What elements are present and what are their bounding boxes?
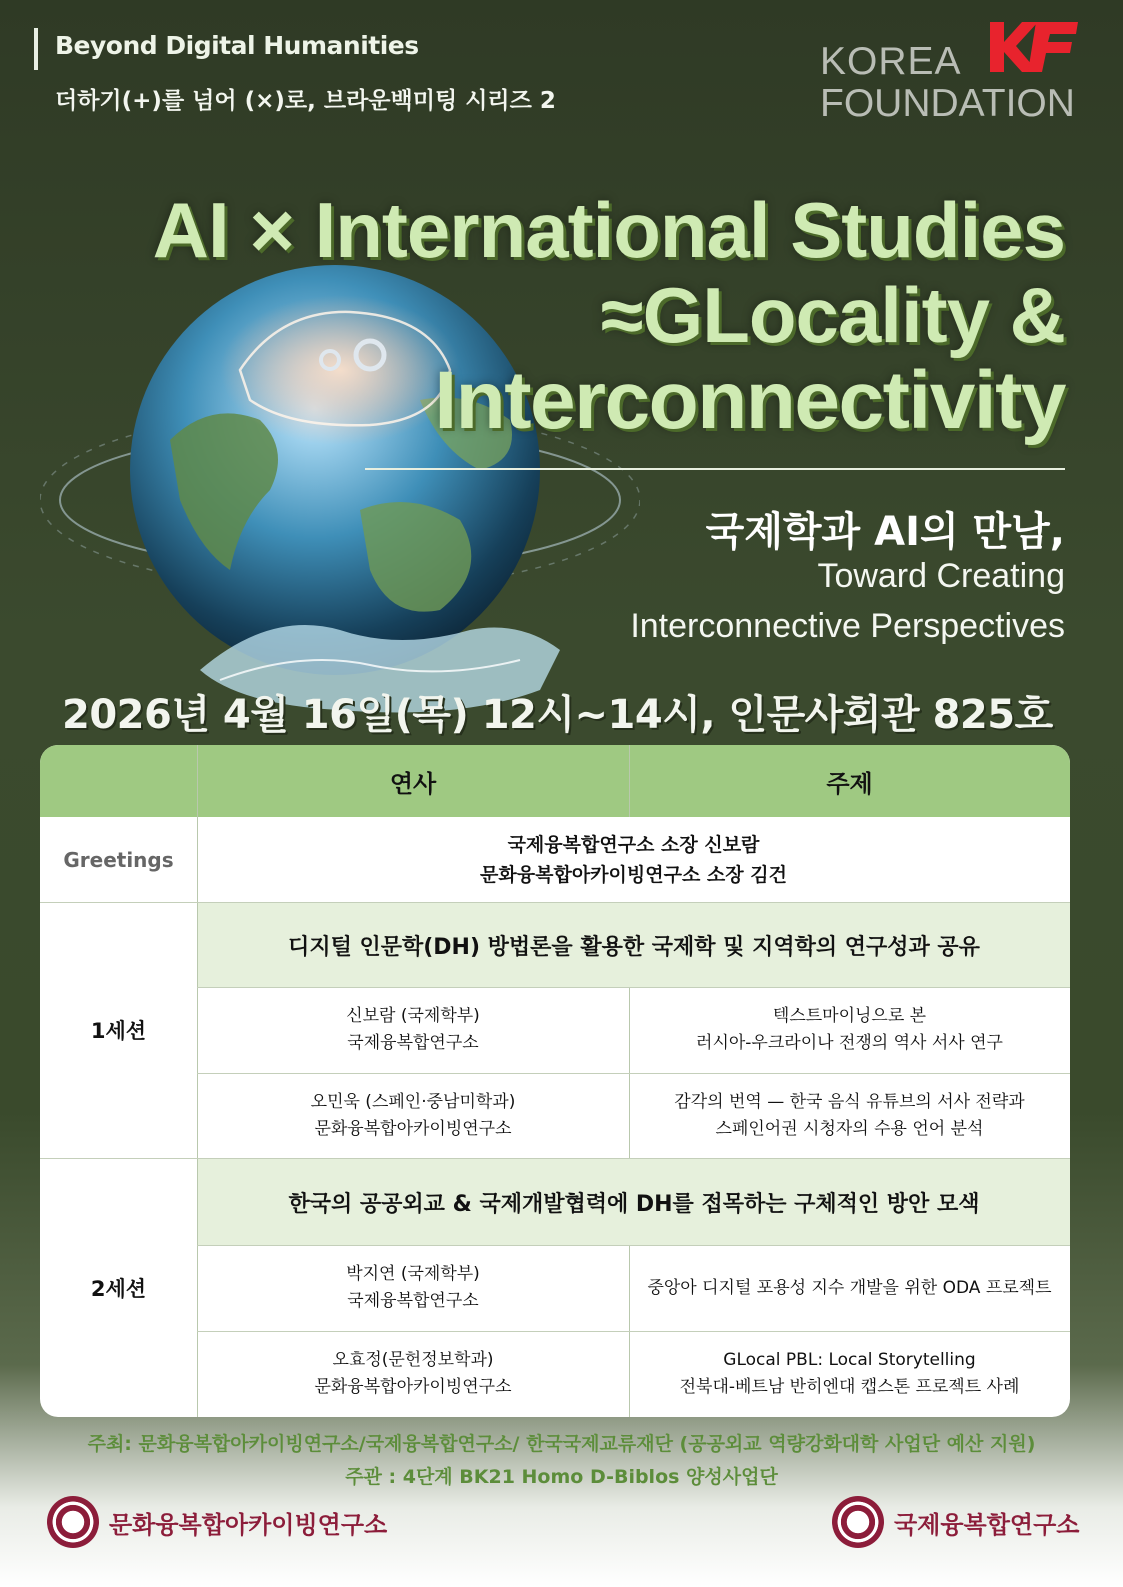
topic-line: 전북대-베트남 반히엔대 캡스톤 프로젝트 사례 (679, 1377, 1020, 1397)
speaker-affiliation: 국제융복합연구소 (347, 1291, 479, 1311)
university-seal-icon (47, 1496, 99, 1548)
kf-logo-mark (986, 20, 1081, 74)
org-right (832, 1497, 1079, 1547)
speaker-affiliation: 문화융복합아카이빙연구소 (314, 1118, 512, 1139)
session-1-topic-2 (629, 1073, 1070, 1158)
speaker-name: 박지연 (국제학부) (346, 1264, 480, 1284)
subtitle-en-line-1: Toward Creating (817, 557, 1065, 595)
session-1-topic-1 (629, 987, 1070, 1073)
greetings-line-1: 국제융복합연구소 소장 신보람 (507, 833, 760, 856)
subtitle-en-line-2: Interconnective Perspectives (630, 607, 1065, 645)
session-2-topic-1 (629, 1245, 1070, 1331)
session-1-speaker-2 (197, 1073, 629, 1158)
org-left (47, 1497, 387, 1547)
col-header-speaker: 연사 (389, 769, 437, 798)
logo-text-korea: KOREA (820, 40, 962, 83)
logo-text-foundation: FOUNDATION (820, 82, 1075, 125)
footer-host: 주최: 문화융복합아카이빙연구소/국제융복합연구소/ 한국국제교류재단 (공공외교 역량강화대학 사업단 예산 지원) (87, 1433, 1036, 1455)
org-right-name: 국제융복합연구소 (894, 1510, 1080, 1539)
session-2-title: 한국의 공공외교 & 국제개발협력에 DH를 접목하는 구체적인 방안 모색 (198, 1159, 1070, 1245)
subtitle-ko: 국제학과 AI의 만남, (705, 509, 1065, 555)
footer-organizer: 주관 : 4단계 BK21 Homo D-Biblos 양성사업단 (345, 1466, 778, 1488)
speaker-affiliation: 국제융복합연구소 (347, 1033, 479, 1053)
topic-line: 러시아-우크라이나 전쟁의 역사 서사 연구 (696, 1033, 1003, 1053)
university-seal-icon (832, 1496, 884, 1548)
speaker-name: 오민욱 (스페인·중남미학과) (310, 1091, 516, 1112)
topic-line: 스페인어권 시청자의 수용 언어 분석 (715, 1118, 984, 1139)
session-2-topic-2 (629, 1331, 1070, 1417)
event-date-location: 2026년 4월 16일(목) 12시~14시, 인문사회관 825호 (62, 692, 1053, 738)
main-title (152, 186, 1065, 446)
session-2-speaker-2 (197, 1331, 629, 1417)
header-accent-bar (34, 28, 38, 70)
korea-foundation-logo (820, 20, 1095, 125)
title-divider (365, 468, 1065, 470)
session-2-speaker-1 (197, 1245, 629, 1331)
session-2-label: 2세션 (90, 1276, 147, 1301)
topic-line: 감각의 번역 — 한국 음식 유튜브의 서사 전략과 (674, 1091, 1025, 1112)
speaker-name: 오효정(문헌정보학과) (332, 1350, 494, 1370)
series-title-en: Beyond Digital Humanities (55, 31, 419, 60)
title-line-3: Interconnectivity (434, 355, 1065, 446)
topic-line: 텍스트마이닝으로 본 (772, 1006, 927, 1026)
greetings-label: Greetings (63, 847, 174, 872)
session-1-speaker-1 (197, 987, 629, 1073)
title-line-1: AI × International Studies (152, 186, 1065, 274)
greetings-cell (197, 817, 1070, 902)
series-title-ko: 더하기(+)를 넘어 (×)로, 브라운백미팅 시리즈 2 (55, 88, 556, 114)
table-divider (629, 745, 630, 817)
session-1-title: 디지털 인문학(DH) 방법론을 활용한 국제학 및 지역학의 연구성과 공유 (198, 903, 1070, 987)
topic-line: GLocal PBL: Local Storytelling (723, 1350, 976, 1370)
greetings-line-2: 문화융복합아카이빙연구소 소장 김건 (480, 863, 787, 886)
program-table (40, 745, 1070, 1417)
speaker-affiliation: 문화융복합아카이빙연구소 (314, 1377, 512, 1397)
session-1-label: 1세션 (90, 1019, 147, 1043)
speaker-name: 신보람 (국제학부) (346, 1006, 480, 1026)
title-line-2: ≈GLocality & (600, 271, 1065, 359)
col-header-topic: 주제 (826, 769, 873, 798)
org-left-name: 문화융복합아카이빙연구소 (109, 1510, 388, 1539)
topic-line: 중앙아 디지털 포용성 지수 개발을 위한 ODA 프로젝트 (647, 1277, 1052, 1298)
